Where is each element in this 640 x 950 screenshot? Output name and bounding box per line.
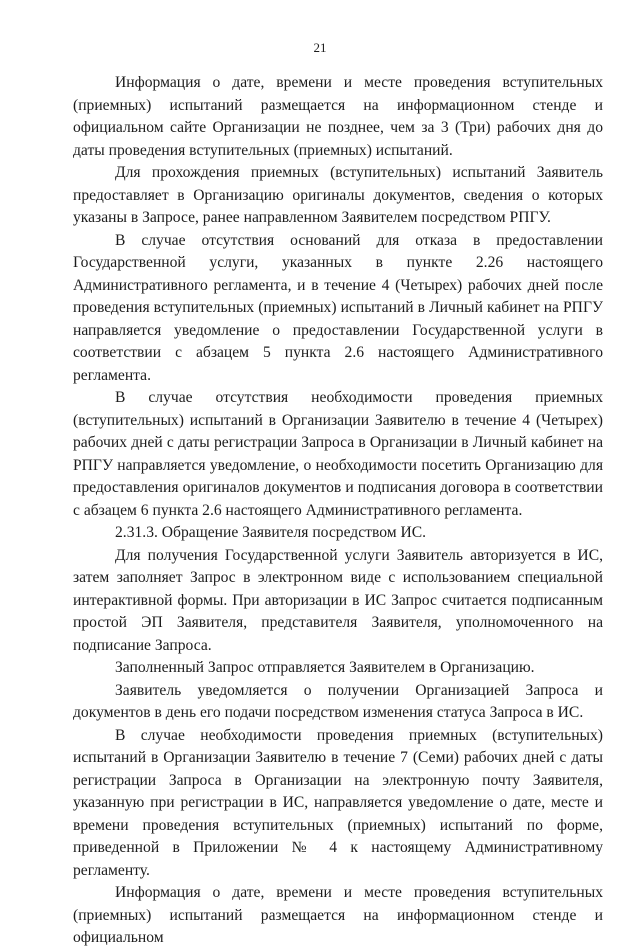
paragraph-request-sent: Заполненный Запрос отправляется Заявителем в Организацию. xyxy=(115,659,535,676)
section-heading-2-31-3: 2.31.3. Обращение Заявителя посредством ИС. xyxy=(115,524,427,541)
paragraph-no-exam-needed: В случае отсутствия необходимости проведения приемных (вступительных) испытаний в Организации Заявителю в течение 4 (Четырех) рабочих дней с даты регистрации Запроса в Организации в Личный кабинет на РПГУ направляется уведомление, о необходимости посетить Организацию для предоставления оригиналов документов и подписания договора в соответствии с абзацем 6 пункта 2.6 настоящего Административного регламента. xyxy=(73,389,603,519)
page-number: 21 xyxy=(313,40,327,55)
paragraph-is-authorization: Для получения Государственной услуги Заявитель авторизуется в ИС, затем заполняет Запрос в электронном виде с использованием специальной интерактивной формы. При авторизации в ИС Запрос считается подписанным простой ЭП Заявителя, представителя Заявителя, уполномоченного на подписание Запроса. xyxy=(73,546,603,654)
paragraph-exam-info: Информация о дате, времени и месте проведения вступительных (приемных) испытаний размещается на информационном стенде и официальном сайте Организации не позднее, чем за 3 (Три) рабочих дня до даты проведения вступительных (приемных) испытаний. xyxy=(73,74,603,159)
paragraph-exam-info-continued: Информация о дате, времени и месте проведения вступительных (приемных) испытаний размещается на информационном стенде и официальном xyxy=(73,884,603,946)
document-body xyxy=(73,72,603,950)
paragraph-no-refusal-grounds: В случае отсутствия оснований для отказа в предоставлении Государственной услуги, указанных в пункте 2.26 настоящего Административного регламента, и в течение 4 (Четырех) рабочих дней после проведения вступительных (приемных) испытаний в Личный кабинет на РПГУ направляется уведомление о предоставлении Государственной услуги в соответствии с абзацем 5 пункта 2.6 настоящего Административного регламента. xyxy=(73,231,603,384)
paragraph-original-documents: Для прохождения приемных (вступительных) испытаний Заявитель предоставляет в Организацию оригиналы документов, сведения о которых указаны в Запросе, ранее направленном Заявителем посредством РПГУ. xyxy=(73,164,603,226)
paragraph-applicant-notified: Заявитель уведомляется о получении Организацией Запроса и документов в день его подачи посредством изменения статуса Запроса в ИС. xyxy=(73,681,603,721)
paragraph-exam-notification: В случае необходимости проведения приемных (вступительных) испытаний в Организации Заявителю в течение 7 (Семи) рабочих дней с даты регистрации Запроса в Организации на электронную почту Заявителя, указанную при регистрации в ИС, направляется уведомление о дате, месте и времени проведения вступительных (приемных) испытаний по форме, приведенной в Приложении № 4 к настоящему Административному регламенту. xyxy=(73,726,603,879)
